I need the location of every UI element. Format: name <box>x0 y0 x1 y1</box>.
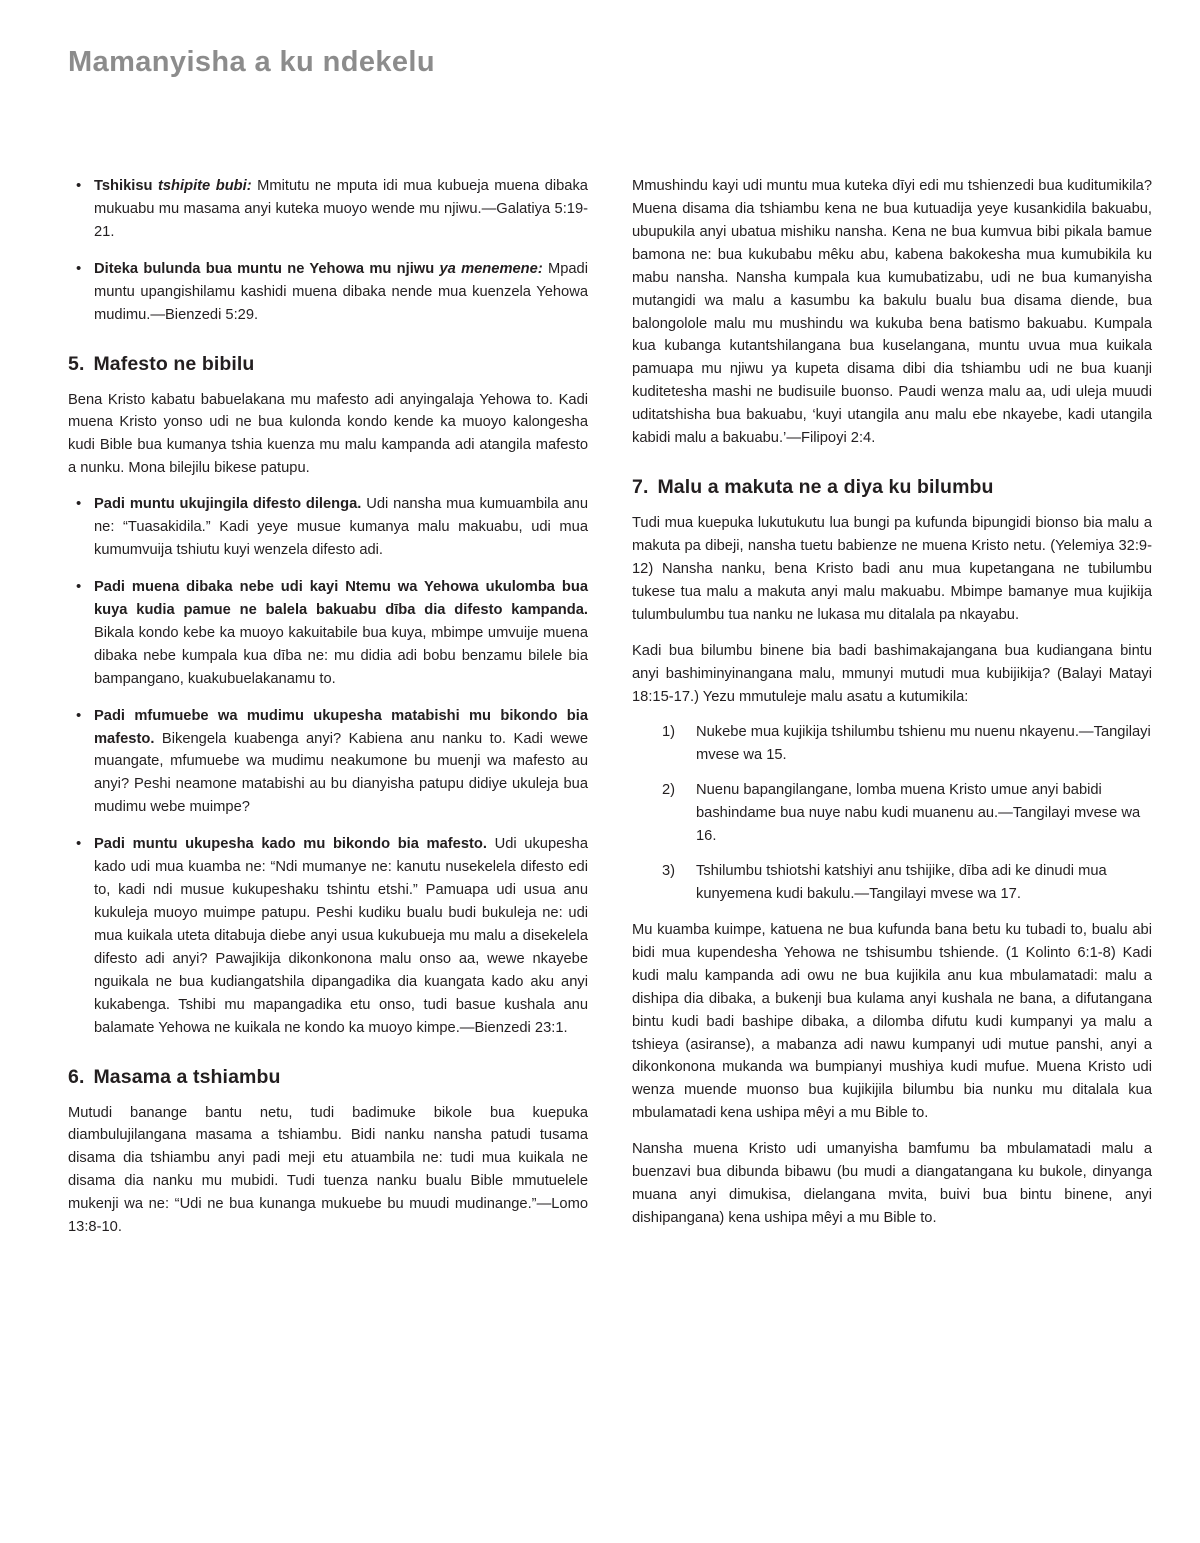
list-item: Tshilumbu tshiotshi katshiyi anu tshijike, dība adi ke dinudi mua kunyemena kudi bakulu.—Tangilayi mvese wa 17. <box>696 863 1107 902</box>
section-title-text: Malu a makuta ne a diya ku bilumbu <box>657 476 994 499</box>
section-heading-7 <box>632 476 1152 499</box>
list-item <box>68 576 588 691</box>
section-number: 6. <box>68 1065 85 1088</box>
bullet-text: Udi ukupesha kado udi mua kuamba ne: “Ndi mumanye ne: kanutu nusekelela difesto edi to, kadi ndi musue kukupeshaku tshintu etshi.” Pamuapa udi usua anu kukuleja muoyo muimpe patupu. Peshi kudiku bualu budi bukuleja ne: udi mua kuikala uteta ditabuja diebe anyi usua kukubueja mu malu a disekelela difesto adi anyi? Pawajikija dikonkonona malu onso aa, wewe nkayebe nguikala ne bua kudiangatshila dipangadika dia kuangata kado aku anyi kukabenga. Tshibi mu mapangadika etu onso, tudi basue kushala anu balamate Yehowa ne kuikala ne kondo ka muoyo kimpe.—Bienzedi 23:1. <box>94 836 588 1036</box>
section-number: 5. <box>68 352 85 375</box>
bullet-lead-italic: tshipite bubi: <box>158 178 252 194</box>
list-item <box>68 493 588 562</box>
section7-paragraph-4: Nansha muena Kristo udi umanyisha bamfumu ba mbulamatadi malu a buenzavi bua dibunda bibawu (bu mudi a diangatangana ku bukole, dinyanga muana anyi dimukisa, dielangana mvita, buivi bua bintu binene, anyi dishipangana) kena ushipa mêyi a mu Bible to. <box>632 1141 1152 1226</box>
list-item: Nuenu bapangilangane, lomba muena Kristo umue anyi babidi bashindame bua nuye nabu kudi muanenu au.—Tangilayi mvese wa 16. <box>696 782 1141 845</box>
bullet-lead: Tshikisu <box>94 178 158 194</box>
two-column-body <box>0 79 1200 1252</box>
right-column <box>632 175 1152 1252</box>
list-item <box>68 705 588 820</box>
list-item <box>68 258 588 327</box>
section-heading-5 <box>68 353 588 376</box>
bullet-text: Mmitutu ne mputa idi mua kubueja muena dibaka mukuabu mu masama anyi kuteka muoyo wende mu njiwu.—Galatiya 5:19-21. <box>94 178 588 240</box>
section-heading-6 <box>68 1066 588 1089</box>
list-item <box>68 175 588 244</box>
section6-paragraph: Mutudi banange bantu netu, tudi badimuke bikole bua kuepuka diambulujilangana masama a tshiambu. Bidi nanku nansha patudi tusama disama dia tshiambu anyi padi meji etu atuambila ne: tudi mua kuikala ne disama dia nanku mu mubidi. Tudi tuenza nanku bualu Bible mmutuelele mukenji wa ne: “Udi ne bua kunanga mukuebe bu muudi mudinange.”—Lomo 13:8-10. <box>68 1104 588 1236</box>
bullet-lead: Padi muntu ukupesha kado mu bikondo bia mafesto. <box>94 836 487 853</box>
top-bullet-list <box>68 175 588 327</box>
bullet-lead: Padi muntu ukujingila difesto dilenga. <box>94 496 362 513</box>
page-title: Mamanyisha a ku ndekelu <box>68 46 435 78</box>
bullet-text: Bikala kondo kebe ka muoyo kakuitabile bua kuya, mbimpe umvuije muena dibaka nebe kumpala kua dība ne: mu didia adi bobu benzamu bilele bia bampangano, kuakubuelakanamu to. <box>94 624 588 687</box>
section-number: 7. <box>632 476 649 499</box>
bullet-text: Udi nansha mua kumuambila anu ne: “Tuasakidila.” Kadi yeye musue kumanya malu makuabu, udi mua kumumvuija tshiutu kuyi wenzela difesto adi. <box>94 496 589 559</box>
section7-paragraph-1: Tudi mua kuepuka lukutukutu lua bungi pa kufunda bipungidi bionso bia malu a makuta pa dibeji, nansha tuetu babienze ne muena Kristo netu. (Yelemiya 32:9-12) Nansha nanku, bena Kristo badi anu mua kupetangana ne tubilumbu tukese tua malu a makuta anyi malu makuabu. Mbimpe bamanye mua kujikija tulumbulumbu tua nanku ne lukasa mu ditalala pa nkayabu. <box>632 515 1152 623</box>
bullet-text: Mpadi muntu upangishilamu kashidi muena dibaka nende mua kuenzela Yehowa mudimu.—Bienzedi 5:29. <box>94 260 588 323</box>
section-title-text: Mafesto ne bibilu <box>93 352 255 375</box>
section7-paragraph-3: Mu kuamba kuimpe, katuena ne bua kufunda bana betu ku tubadi to, bualu abi bidi mua kupendesha Yehowa ne tshisumbu tshiende. (1 Kolinto 6:1-8) Kadi kudi malu kampanda adi owu ne bua kujikila anu kua mbulamatadi: malu a dishipa dia dibaka, a bukenji bua kulama anyi kushala ne bana, a difutangana bintu kudi badi bashipe dibaka, a dilomba difutu kudi kumpanyi ya malu a tshieya (asiranse), a mabanza adi nawu kumpanyi udi mutue panshi, anyi a dikonkonona mukanda wa bumpianyi mushiya kudi mufue. Muena Kristo udi wenza muende muonso bua kujikijila bilumbu bia nunku mu ditalala kua mbulamatadi kena ushipa mêyi a mu Bible to. <box>632 921 1152 1122</box>
list-item: Nukebe mua kujikija tshilumbu tshienu mu nuenu nkayenu.—Tangilayi mvese wa 15. <box>696 724 1151 764</box>
section7-paragraph-2: Kadi bua bilumbu binene bia badi bashimakajangana bua kudiangana bintu anyi bashiminyinangana malu, mmunyi mutudi mua kubijikija? (Balayi Matayi 18:15-17.) Yezu mmutuleje malu asatu a kutumikila: <box>632 642 1152 705</box>
left-column <box>68 175 588 1252</box>
continued-paragraph: Mmushindu kayi udi muntu mua kuteka dīyi edi mu tshienzedi bua kuditumikila? Muena disama dia tshiambu kena ne bua kutuadija yeye kusankidila bakuabu, ubupukila anyi ubatua mishiku nansha. Kena ne bua kumvua bibi pikala bamue bamona ne: bua kukubabu mêku abu, kabena bakokesha mua kumubikila ku mabu nansha. Nansha kumpala kua kumubatizabu, udi ne bua kumanyisha mutangidi wa malu a kasumbu ka bakulu bualu bua disama diende, bua balongolole malu mu mushindu wa kukuba bena batismo bakuabu. Kumpala kua kubanga kutantshilangana bua kuselangana, muntu uvua mua kuikala pamuapa mu njiwu ya kupeta disama dibi dia tshiambu udi ne bua kuanji kuditetesha mashi ne budisuile buonso. Paudi wenza malu aa, udi uleja muudi uditatshisha bua bakuabu, ‘kuyi utangila anu malu ebe nkayebe, kadi utangila kabidi malu a bakuabu.’—Filipoyi 2:4. <box>632 178 1152 447</box>
section5-bullet-list <box>68 493 588 1039</box>
section7-step-list <box>632 721 1152 905</box>
bullet-lead: Diteka bulunda bua muntu ne Yehowa mu njiwu <box>94 260 440 277</box>
list-item <box>68 833 588 1039</box>
section5-intro: Bena Kristo kabatu babuelakana mu mafesto adi anyingalaja Yehowa to. Kadi muena Kristo yonso udi ne bua kulonda kondo kende ka muoyo kalongesha kudi Bible bua kumanya tshia kuenza mu malu kampanda adi atangila mafesto a nunku. Mona bilejilu bikese patupu. <box>68 391 588 477</box>
bullet-text: Bikengela kuabenga anyi? Kabiena anu nanku to. Kadi wewe muangate, mfumuebe wa mudimu neakumone bu muenji wa mafesto au anyi? Peshi neamone matabishi au bu dianyisha patupu didiye ukuleja bua mudimu webe muimpe? <box>94 730 588 816</box>
bullet-lead: Padi muena dibaka nebe udi kayi Ntemu wa Yehowa ukulomba bua kuya kudia pamue ne balela bakuabu dība dia difesto kampanda. <box>94 578 588 618</box>
bullet-lead: Padi mfumuebe wa mudimu ukupesha matabishi mu bikondo bia mafesto. <box>94 707 588 747</box>
bullet-lead-italic: ya menemene: <box>439 260 543 277</box>
section-title-text: Masama a tshiambu <box>93 1065 281 1088</box>
